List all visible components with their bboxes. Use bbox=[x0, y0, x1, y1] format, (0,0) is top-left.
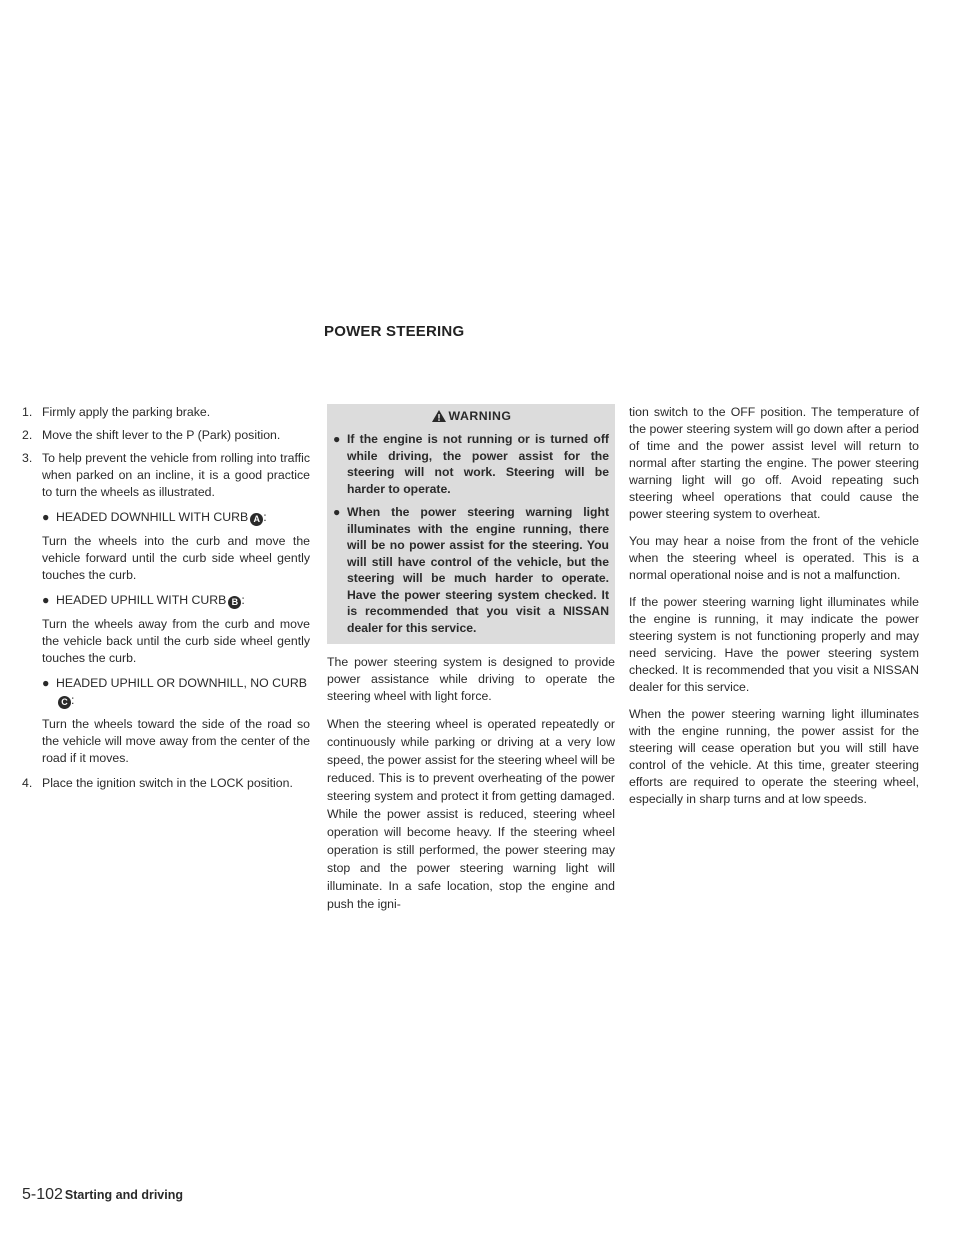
page-footer bbox=[22, 1186, 183, 1204]
paragraph: When the steering wheel is operated repeatedly or continuously while parking or driving at a very low speed, the power assist for the steering wheel will be reduced. This is to prevent overheating of the power steering system and protect it from getting damaged. While the power assist is reduced, steering wheel operation will become heavy. If the steering wheel operation is still performed, the power steering may stop and the power steering warning light will illuminate. In a safe location, stop the engine and push the igni- bbox=[327, 717, 615, 911]
warning-item bbox=[333, 504, 609, 636]
case-uphill-curb: ● HEADED UPHILL WITH CURB B : bbox=[42, 593, 245, 607]
step-text: Firmly apply the parking brake. bbox=[42, 405, 211, 419]
case-label: HEADED UPHILL WITH CURB bbox=[56, 593, 227, 607]
column-left bbox=[22, 404, 310, 796]
case-label: HEADED UPHILL OR DOWNHILL, NO CURB bbox=[56, 676, 307, 690]
paragraph: You may hear a noise from the front of the vehicle when the steering wheel is operated. This is a normal operational noise and is not a malfunction. bbox=[629, 534, 919, 582]
case-downhill-curb: ● HEADED DOWNHILL WITH CURB A : bbox=[42, 510, 267, 524]
warning-text: If the engine is not running or is turned off while driving, the power assist for the steering will not work. Steering will be harder to operate. bbox=[347, 432, 609, 496]
chapter-title: Starting and driving bbox=[64, 1188, 183, 1202]
badge-c-icon: C bbox=[58, 696, 71, 709]
paragraph: If the power steering warning light illuminates while the engine is running, it may indicate the power steering system is not functioning properly and may need servicing. Have the power steering system checked. It is recommended that you visit a NISSAN dealer for this service. bbox=[629, 595, 919, 694]
warning-triangle-icon bbox=[431, 409, 447, 423]
step-4 bbox=[22, 775, 310, 792]
badge-b-icon: B bbox=[228, 596, 241, 609]
bullet-icon: ● bbox=[42, 676, 50, 690]
case-description: Turn the wheels into the curb and move the vehicle forward until the curb side wheel gently touches the curb. bbox=[42, 534, 310, 582]
page-number: 5-102 bbox=[22, 1186, 63, 1203]
step-text: Place the ignition switch in the LOCK position. bbox=[42, 776, 293, 790]
warning-box bbox=[327, 404, 615, 644]
case-description: Turn the wheels toward the side of the road so the vehicle will move away from the center of the road if it moves. bbox=[42, 717, 310, 765]
section-title: POWER STEERING bbox=[324, 323, 465, 340]
badge-a-icon: A bbox=[250, 513, 263, 526]
step-number: 4. bbox=[22, 776, 33, 790]
case-no-curb: ● HEADED UPHILL OR DOWNHILL, NO CURBC : bbox=[42, 676, 307, 707]
paragraph: tion switch to the OFF position. The temperature of the power steering system will go down after a period of time and the power assist level will return to normal after starting the engine. The power steering warning light will go off. Avoid repeating such steering wheel operations that could cause the power steering system to overheat. bbox=[629, 405, 919, 521]
step-number: 2. bbox=[22, 428, 33, 442]
step-text: To help prevent the vehicle from rolling into traffic when parked on an incline, it is a good practice to turn the wheels as illustrated. bbox=[42, 451, 310, 499]
bullet-icon: ● bbox=[42, 510, 50, 524]
column-right bbox=[629, 404, 919, 818]
warning-text: When the power steering warning light illuminates with the engine running, there will be no power assist for the steering. You will still have control of the vehicle, but the steering will be much harder to operate. Have the power steering system checked. It is recommended that you visit a NISSAN dealer for this service. bbox=[347, 505, 609, 635]
warning-title: WARNING bbox=[448, 409, 512, 423]
bullet-icon: ● bbox=[42, 593, 50, 607]
step-number: 1. bbox=[22, 405, 33, 419]
step-text: Move the shift lever to the P (Park) position. bbox=[42, 428, 281, 442]
step-3 bbox=[22, 450, 310, 501]
step-2 bbox=[22, 427, 310, 444]
paragraph: When the power steering warning light illuminates with the engine running, the power assist for the steering will cease operation but you will still have control of the vehicle. At this time, greater steering efforts are required to operate the steering wheel, especially in sharp turns and at low speeds. bbox=[629, 707, 919, 806]
paragraph: The power steering system is designed to provide power assistance while driving to operate the steering wheel with light force. bbox=[327, 655, 615, 703]
warning-item bbox=[333, 431, 609, 497]
case-description: Turn the wheels away from the curb and move the vehicle back until the curb side wheel gently touches the curb. bbox=[42, 617, 310, 665]
step-1 bbox=[22, 404, 310, 421]
column-middle bbox=[327, 404, 615, 923]
case-label: HEADED DOWNHILL WITH CURB bbox=[56, 510, 249, 524]
bullet-icon: ● bbox=[333, 505, 341, 519]
step-number: 3. bbox=[22, 451, 33, 465]
warning-heading bbox=[333, 408, 609, 425]
bullet-icon: ● bbox=[333, 432, 341, 446]
